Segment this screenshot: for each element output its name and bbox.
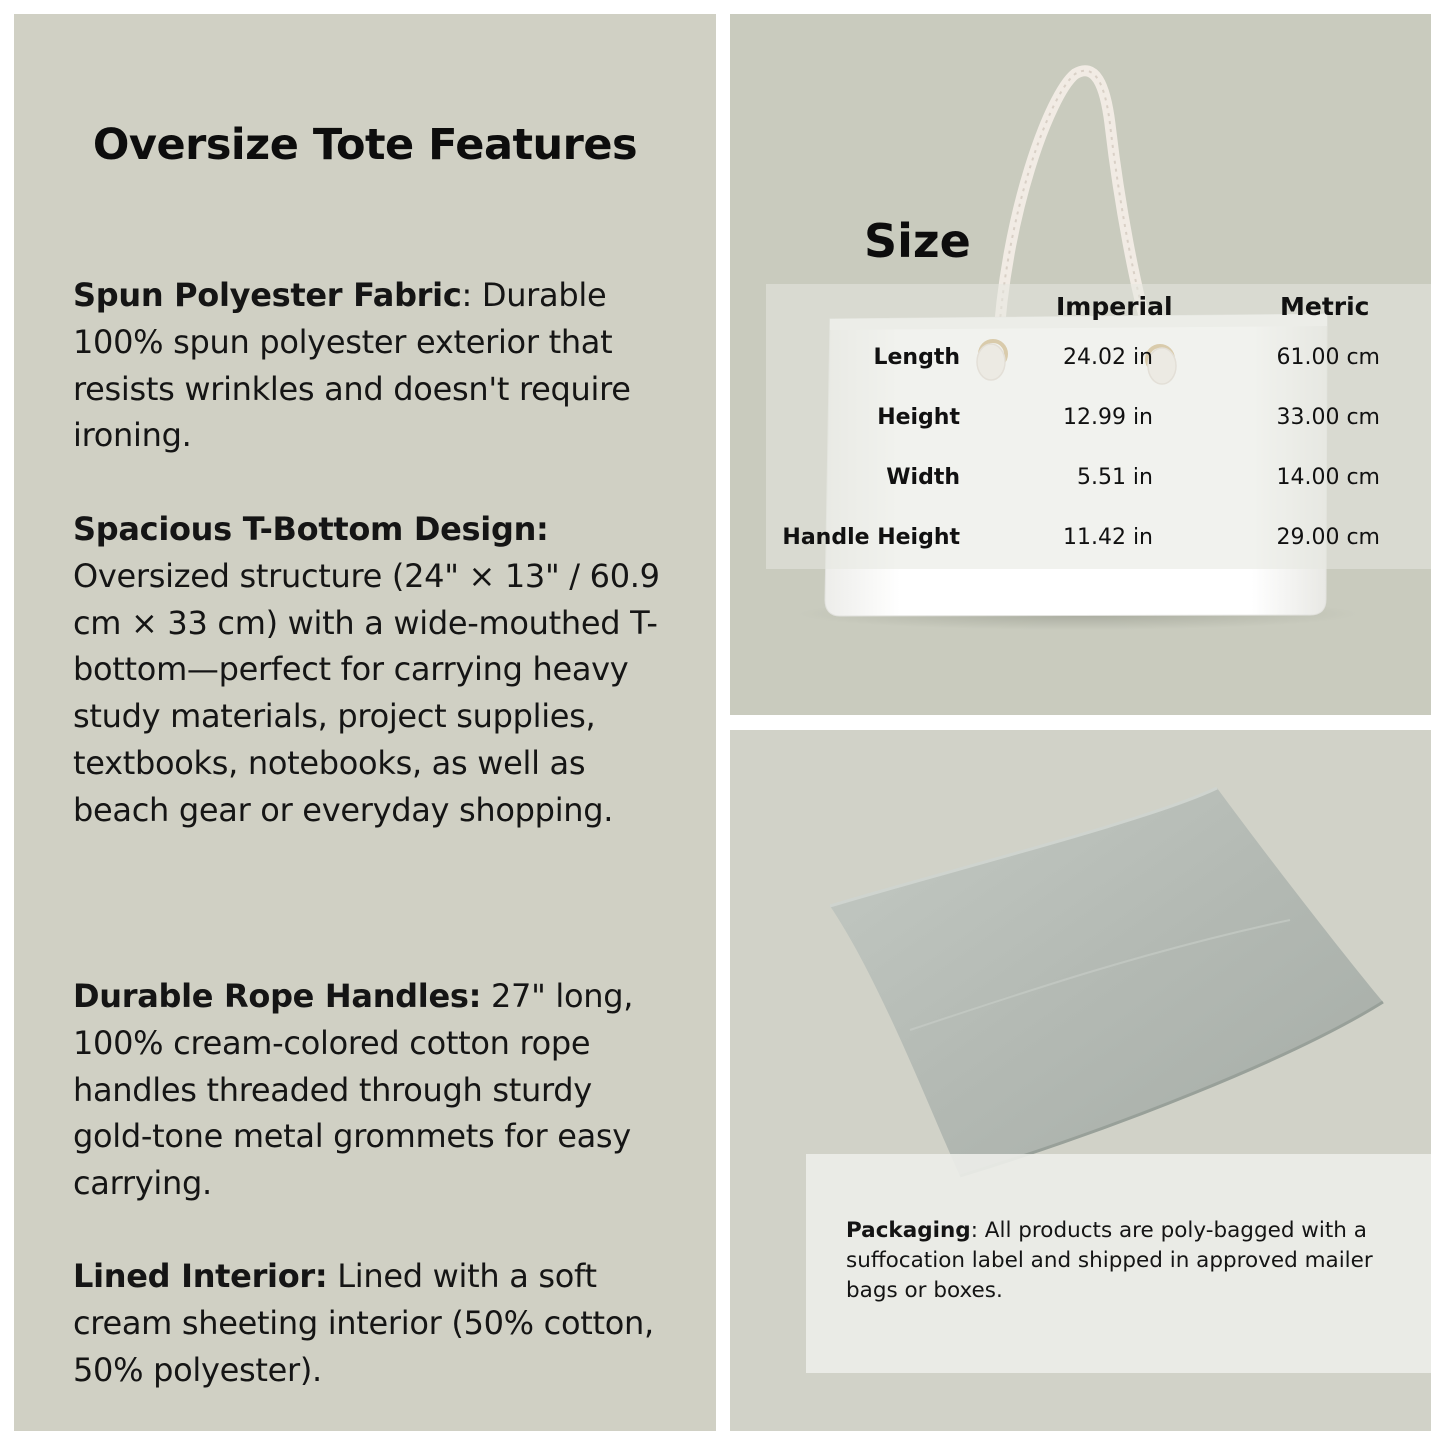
packaging-panel	[730, 730, 1431, 1431]
cell-handle-height-imperial: 11.42 in	[1062, 525, 1153, 550]
feature-separator	[481, 977, 491, 1015]
size-panel	[730, 14, 1431, 715]
cell-height-imperial: 12.99 in	[1062, 405, 1153, 430]
feature-heading: Durable Rope Handles:	[73, 977, 482, 1015]
packaging-note	[806, 1154, 1431, 1373]
cell-width-metric: 14.00 cm	[1276, 465, 1380, 490]
feature-heading: Spacious T-Bottom Design:	[73, 510, 549, 548]
feature-lining	[73, 1253, 673, 1393]
feature-text: Oversized structure (24" × 13" / 60.9 cm × 33 cm) with a wide-mouthed T-bottom—perfect for carrying heavy study materials, project supplies, textbooks, notebooks, as well as beach gear or everyday shopping.	[73, 556, 660, 829]
row-label-length: Length	[873, 345, 960, 370]
feature-handles	[73, 973, 673, 1207]
column-header-metric: Metric	[1280, 292, 1370, 321]
feature-separator	[327, 1257, 337, 1295]
row-label-height: Height	[877, 405, 960, 430]
column-header-imperial: Imperial	[1056, 292, 1173, 321]
cell-length-metric: 61.00 cm	[1276, 345, 1380, 370]
feature-heading: Lined Interior:	[73, 1257, 328, 1295]
mailer-bag-body	[830, 788, 1383, 1176]
cell-handle-height-metric: 29.00 cm	[1276, 525, 1380, 550]
feature-t-bottom	[73, 506, 673, 834]
features-panel	[14, 14, 716, 1431]
size-title: Size	[864, 214, 971, 268]
cell-length-imperial: 24.02 in	[1062, 345, 1153, 370]
packaging-description: : All products are poly-bagged with a suffocation label and shipped in approved mailer bags or boxes.	[846, 1218, 1373, 1303]
feature-fabric	[73, 272, 673, 459]
packaging-label: Packaging	[846, 1218, 971, 1243]
feature-text: Durable 100% spun polyester exterior that resists wrinkles and doesn't require ironing.	[73, 276, 631, 455]
cell-height-metric: 33.00 cm	[1276, 405, 1380, 430]
feature-separator: :	[461, 276, 482, 314]
feature-heading: Spun Polyester Fabric	[73, 276, 462, 314]
packaging-text	[846, 1216, 1406, 1306]
feature-text: Lined with a soft cream sheeting interior (50% cotton, 50% polyester).	[73, 1257, 654, 1389]
row-label-width: Width	[886, 465, 960, 490]
feature-text: 27" long, 100% cream-colored cotton rope handles threaded through sturdy gold-tone metal grommets for easy carrying.	[73, 977, 634, 1203]
row-label-handle-height: Handle Height	[782, 525, 960, 550]
cell-width-imperial: 5.51 in	[1076, 465, 1153, 490]
features-title: Oversize Tote Features	[92, 120, 638, 170]
